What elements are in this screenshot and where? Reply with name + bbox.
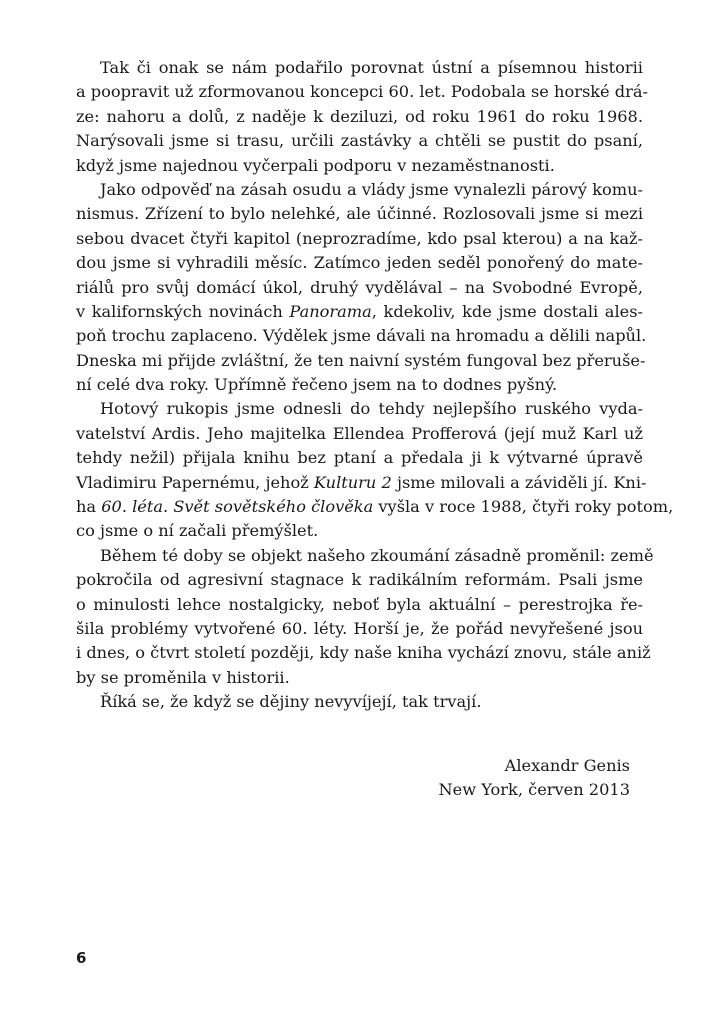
text-line: [76, 300, 643, 324]
text-line: [76, 422, 643, 446]
text-segment: pokročila od agresivní stagnace k radikálním reformám. Psali jsme: [76, 570, 643, 590]
text-line: [76, 349, 646, 373]
italic-title: Kulturu 2: [313, 472, 392, 492]
text-segment: co jsme o ní začali přemýšlet.: [76, 521, 319, 541]
text-line: [76, 251, 643, 275]
paragraph: [76, 690, 643, 714]
text-segment: v kalifornských novinách: [76, 301, 290, 321]
paragraph: [76, 56, 649, 178]
text-segment: Narýsovali jsme si trasu, určili zastávky a chtěli se pustit do psaní,: [76, 131, 643, 151]
text-line: [76, 666, 643, 690]
text-segment: , kdekoliv, kde jsme dostali ales-: [371, 301, 643, 321]
text-segment: nismus. Zřízení to bylo nelehké, ale účinné. Rozlosovali jsme si mezi: [76, 204, 643, 224]
text-line: [76, 446, 643, 470]
text-segment: tehdy nežil) přijala knihu bez ptaní a předala ji k výtvarné úpravě: [76, 448, 643, 468]
text-segment: ze: nahoru a dolů, z naděje k deziluzi, od roku 1961 do roku 1968.: [76, 106, 643, 126]
text-segment: když jsme najednou vyčerpali podporu v nezaměstnanosti.: [76, 155, 555, 175]
text-line: [76, 544, 654, 568]
text-line: [76, 519, 643, 543]
text-line: [76, 178, 643, 202]
text-segment: dou jsme si vyhradili měsíc. Zatímco jeden seděl ponořený do mate-: [76, 253, 643, 273]
text-line: [76, 495, 674, 519]
paragraph: [76, 544, 654, 690]
text-segment: by se proměnila v historii.: [76, 667, 290, 687]
text-line: [76, 129, 643, 153]
text-line: [76, 276, 643, 300]
text-segment: jsme milovali a záviděli jí. Kni-: [391, 472, 647, 492]
text-line: [76, 397, 643, 421]
paragraph: [76, 178, 647, 398]
text-line: [76, 105, 643, 129]
text-line: [76, 690, 643, 714]
text-segment: Vladimiru Papernému, jehož: [76, 472, 314, 492]
text-segment: riálů pro svůj domácí úkol, druhý vydělával – na Svobodné Evropě,: [76, 277, 643, 297]
text-segment: šila problémy vytvořené 60. léty. Horší je, že pořád nevyřešené jsou: [76, 618, 643, 638]
text-line: [76, 568, 643, 592]
text-segment: ha: [76, 497, 102, 517]
text-segment: sebou dvacet čtyři kapitol (neprozradíme, kdo psal kterou) a na kaž-: [76, 228, 643, 248]
text-segment: Říká se, že když se dějiny nevyvíjejí, tak trvají.: [100, 692, 482, 712]
author-signature: Alexandr Genis: [504, 756, 630, 775]
text-segment: ní celé dva roky. Upřímně řečeno jsem na to dodnes pyšný.: [76, 375, 558, 395]
text-line: [76, 80, 649, 104]
text-line: [76, 324, 647, 348]
italic-title: Panorama: [289, 301, 372, 321]
text-segment: Jako odpověď na zásah osudu a vlády jsme vynalezli párový komu-: [100, 179, 643, 199]
text-segment: Hotový rukopis jsme odnesli do tehdy nejlepšího ruského vyda-: [100, 399, 643, 419]
page-number: 6: [76, 949, 87, 967]
text-segment: poň trochu zaplaceno. Výdělek jsme dávali na hromadu a dělili napůl.: [76, 326, 647, 346]
paragraph: [76, 397, 674, 543]
text-line: [76, 202, 643, 226]
text-segment: i dnes, o čtvrt století později, kdy naše kniha vychází znovu, stále aniž: [76, 643, 651, 663]
text-segment: a poopravit už zformovanou koncepci 60. let. Podobala se horské drá-: [76, 82, 649, 102]
text-line: [76, 373, 643, 397]
italic-title: 60. léta. Svět sovětského člověka: [101, 497, 374, 517]
text-segment: Dneska mi přijde zvláštní, že ten naivní systém fungoval bez přeruše-: [76, 350, 646, 370]
text-segment: vyšla v roce 1988, čtyři roky potom,: [373, 497, 674, 517]
text-segment: vatelství Ardis. Jeho majitelka Ellendea Profferová (její muž Karl už: [76, 423, 643, 443]
text-segment: o minulosti lehce nostalgicky, neboť byla aktuální – perestrojka ře-: [76, 594, 643, 614]
text-line: [76, 154, 643, 178]
text-line: [76, 641, 651, 665]
text-line: [76, 227, 643, 251]
text-segment: Tak či onak se nám podařilo porovnat ústní a písemnou historii: [100, 58, 643, 77]
text-line: [76, 593, 643, 617]
text-line: [76, 617, 643, 641]
text-line: [76, 471, 647, 495]
text-line: [76, 56, 643, 80]
place-and-date: New York, červen 2013: [438, 780, 630, 799]
text-segment: Během té doby se objekt našeho zkoumání zásadně proměnil: země: [100, 545, 654, 565]
body-text: [76, 56, 674, 715]
